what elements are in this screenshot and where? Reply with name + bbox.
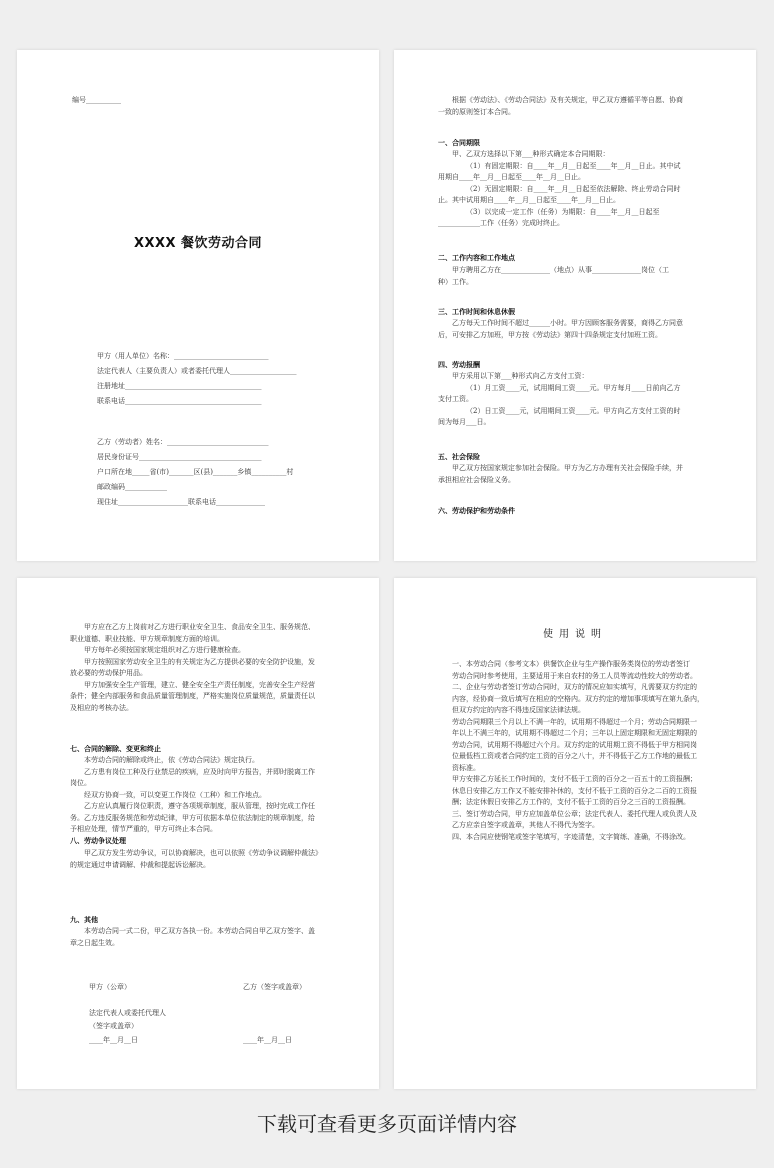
party-b-address-field: 现住址____________________联系电话______________	[97, 498, 265, 506]
party-b-name-field: 乙方（劳动者）姓名：_____________________________	[97, 438, 269, 446]
section-1-heading: 一、合同期限	[438, 138, 480, 147]
text-line: 后，可安排乙方加班，甲方按《劳动法》第四十四条规定支付加班工资。	[438, 330, 662, 339]
text-line: 劳动合同，试用期不得超过六个月。双方约定的试用期工资不得低于甲方相同岗	[452, 740, 697, 749]
intro-line: 根据《劳动法》、《劳动合同法》及有关规定，甲乙双方遵循平等自愿、协商	[452, 96, 683, 104]
download-more-caption: 下载可查看更多页面详情内容	[257, 1112, 517, 1136]
section-1-body	[438, 149, 680, 230]
text-line: 及相应的考核办法。	[70, 703, 133, 712]
contract-cover-page	[17, 50, 379, 561]
text-line: 甲方应在乙方上岗前对乙方进行职业安全卫生、食品安全卫生、服务规范、	[84, 623, 315, 631]
contract-page-2	[394, 50, 756, 561]
text-line: 甲乙双方按国家规定参加社会保险。甲方为乙方办理有关社会保险手续，并	[452, 464, 683, 472]
section-8-body	[70, 848, 322, 871]
party-b-id-field: 居民身份证号___________________________________	[97, 453, 262, 461]
text-line: （1）有固定期限：自____年__月__日起至____年__月__日止。其中试	[466, 161, 681, 170]
party-b-date: ____年__月__日	[243, 1036, 292, 1044]
text-line: 甲方安排乙方延长工作时间的，支付不低于工资的百分之一百五十的工资报酬；	[452, 775, 697, 783]
intro-line: 一致的原则签订本合同。	[438, 107, 515, 116]
text-line: 予相应处理，情节严重的，甲方可终止本合同。	[70, 825, 217, 833]
party-a-representative-field: 法定代表人（主要负责人）或者委托代理人___________________	[97, 367, 297, 375]
text-line: （2）日工资____元，试用期间工资____元。甲方向乙方支付工资的时	[466, 406, 681, 415]
text-line: 劳动合同期限三个月以上不满一年的，试用期不得超过一个月；劳动合同期限一	[452, 717, 697, 726]
text-line: 甲乙双方发生劳动争议，可以协商解决，也可以依照《劳动争议调解仲裁法》	[84, 849, 322, 857]
text-line: 内容，经协商一致后填写在相应的空格内。双方约定的增加事项填写在第九条内，	[452, 694, 704, 703]
section-7-body	[70, 755, 315, 836]
text-line: 种）工作。	[438, 277, 473, 286]
text-line: 本劳动合同一式二份，甲乙双方各执一份。本劳动合同自甲乙双方签字、盖	[84, 927, 315, 935]
text-line: （3）以完成一定工作（任务）为期限：自____年__月__日起至	[466, 207, 660, 216]
section-9-heading: 九、其他	[70, 915, 98, 924]
text-line: 年以上不满三年的，试用期不得超过二个月；三年以上固定期限和无固定期限的	[452, 729, 697, 737]
section-5-heading: 五、社会保险	[438, 452, 480, 461]
section-4-heading: 四、劳动报酬	[438, 360, 480, 369]
text-line: 酬；法定休假日安排乙方工作的，支付不低于工资的百分之三百的工资报酬。	[452, 798, 690, 806]
text-line: 乙方患有岗位工种及行业禁忌的疾病，应及时向甲方报告，并即时脱离工作	[84, 767, 315, 776]
text-line: 乙方应认真履行岗位职责，遵守各项规章制度，服从管理，按时完成工作任	[84, 802, 315, 810]
text-line: 经双方协商一致，可以变更工作岗位（工种）和工作地点。	[84, 790, 266, 799]
text-line: 甲、乙双方选择以下第___种形式确定本合同期限：	[452, 150, 610, 158]
text-line: 的规定通过申请调解、仲裁和提起诉讼解决。	[70, 860, 210, 869]
text-line: 甲方采用以下第___种形式向乙方支付工资：	[452, 372, 589, 380]
section-5-body	[438, 463, 683, 486]
party-a-address-field: 注册地址_______________________________________	[97, 382, 262, 390]
section-9-body	[70, 926, 315, 949]
text-line: 章之日起生效。	[70, 938, 119, 947]
section-8-heading: 八、劳动争议处理	[70, 836, 126, 845]
text-line: 甲方每年必须按国家规定组织对乙方进行健康检查。	[84, 646, 245, 654]
text-line: 用期自____年__月__日起至____年__月__日止。	[438, 173, 585, 181]
section-2-body	[438, 265, 669, 288]
instructions-page	[394, 578, 756, 1089]
text-line: 甲方按照国家劳动安全卫生的有关规定为乙方提供必要的安全防护设施，发	[84, 657, 315, 666]
party-b-household-field: 户口所在地_____省(市)_______区(县)_______乡镇__________村	[97, 468, 294, 476]
instructions-body	[452, 659, 704, 843]
contract-number: 编号__________	[72, 96, 121, 104]
text-line: 乙方每天工作时间不超过______小时。甲方因顾客服务需要，商得乙方同意	[452, 319, 683, 327]
text-line: 支付工资。	[438, 395, 473, 403]
section-3-heading: 三、工作时间和休息休假	[438, 307, 515, 316]
text-line: 四、本合同应使钢笔或签字笔填写，字迹清楚，文字简练、准确，不得涂改。	[452, 832, 690, 841]
section-6-body	[70, 622, 315, 714]
party-a-phone-field: 联系电话_______________________________________	[97, 397, 262, 405]
text-line: 职业道德、职业技能、甲方规章制度方面的培训。	[70, 634, 224, 643]
text-line: 二、企业与劳动者签订劳动合同时，双方的情况应如实填写，凡需要双方约定的	[452, 683, 697, 691]
text-line: 承担相应社会保险义务。	[438, 475, 515, 484]
party-a-name-field: 甲方（用人单位）名称：___________________________	[97, 352, 269, 360]
text-line: 放必要的劳动保护用品。	[70, 669, 147, 677]
text-line: 位最低档工资或者合同约定工资的百分之八十，并不得低于乙方工作地的最低工	[452, 752, 697, 760]
text-line: 本劳动合同的解除或终止，依《劳动合同法》规定执行。	[84, 756, 259, 764]
text-line: 但双方约定的内容不得违反国家法律法规。	[452, 706, 585, 714]
party-a-seal-label: 甲方（公章）	[89, 983, 131, 991]
text-line: 休息日安排乙方工作又不能安排补休的，支付不低于工资的百分之二百的工资报	[452, 786, 697, 795]
text-line: 三、签订劳动合同，甲方应加盖单位公章；法定代表人、委托代理人或负责人及	[452, 809, 697, 818]
text-line: 岗位。	[70, 779, 91, 787]
text-line: 甲方加强安全生产管理，建立、健全安全生产责任制度，完善安全生产经营	[84, 680, 315, 689]
contract-page-3	[17, 578, 379, 1089]
text-line: 条件；健全内部服务和食品质量管理制度，严格实施岗位质量规范，质量责任以	[70, 692, 315, 700]
section-7-heading: 七、合同的解除、变更和终止	[70, 744, 161, 753]
text-line: （2）无固定期限：自____年__月__日起至依法解除、终止劳动合同时	[466, 184, 681, 193]
section-6-heading: 六、劳动保护和劳动条件	[438, 506, 515, 515]
party-a-date: ____年__月__日	[89, 1036, 138, 1044]
party-b-signature-label: 乙方（签字或盖章）	[243, 983, 306, 991]
representative-sign-label: （签字或盖章）	[89, 1022, 138, 1030]
text-line: ____________工作（任务）完成时终止。	[438, 219, 564, 227]
contract-title: XXXX 餐饮劳动合同	[133, 236, 263, 251]
text-line: 乙方应亲自签字或盖章，其他人不得代为签字。	[452, 821, 599, 829]
section-2-heading: 二、工作内容和工作地点	[438, 253, 515, 262]
instructions-title: 使用说明	[543, 629, 607, 640]
representative-label: 法定代表人或委托代理人	[89, 1009, 166, 1017]
text-line: 务。乙方违反服务规范和劳动纪律，甲方可依据本单位依法制定的规章制度，给	[70, 813, 315, 822]
text-line: 劳动合同时参考使用，主要适用于来自农村的务工人员等流动性较大的劳动者。	[452, 671, 697, 680]
text-line: 资标准。	[452, 763, 480, 772]
text-line: 止。其中试用期自____年__月__日起至____年__月__日止。	[438, 196, 620, 204]
intro-paragraph	[438, 95, 683, 118]
text-line: （1）月工资____元，试用期间工资____元。甲方每月____日前向乙方	[466, 383, 681, 392]
section-4-body	[438, 371, 680, 429]
text-line: 一、本劳动合同（参考文本）供餐饮企业与生产操作服务类岗位的劳动者签订	[452, 660, 690, 668]
text-line: 甲方聘用乙方在______________（地点）从事______________岗位（工	[452, 266, 669, 274]
section-3-body	[438, 318, 683, 341]
party-b-postcode-field: 邮政编码____________	[97, 483, 167, 491]
text-line: 间为每月___日。	[438, 418, 491, 426]
